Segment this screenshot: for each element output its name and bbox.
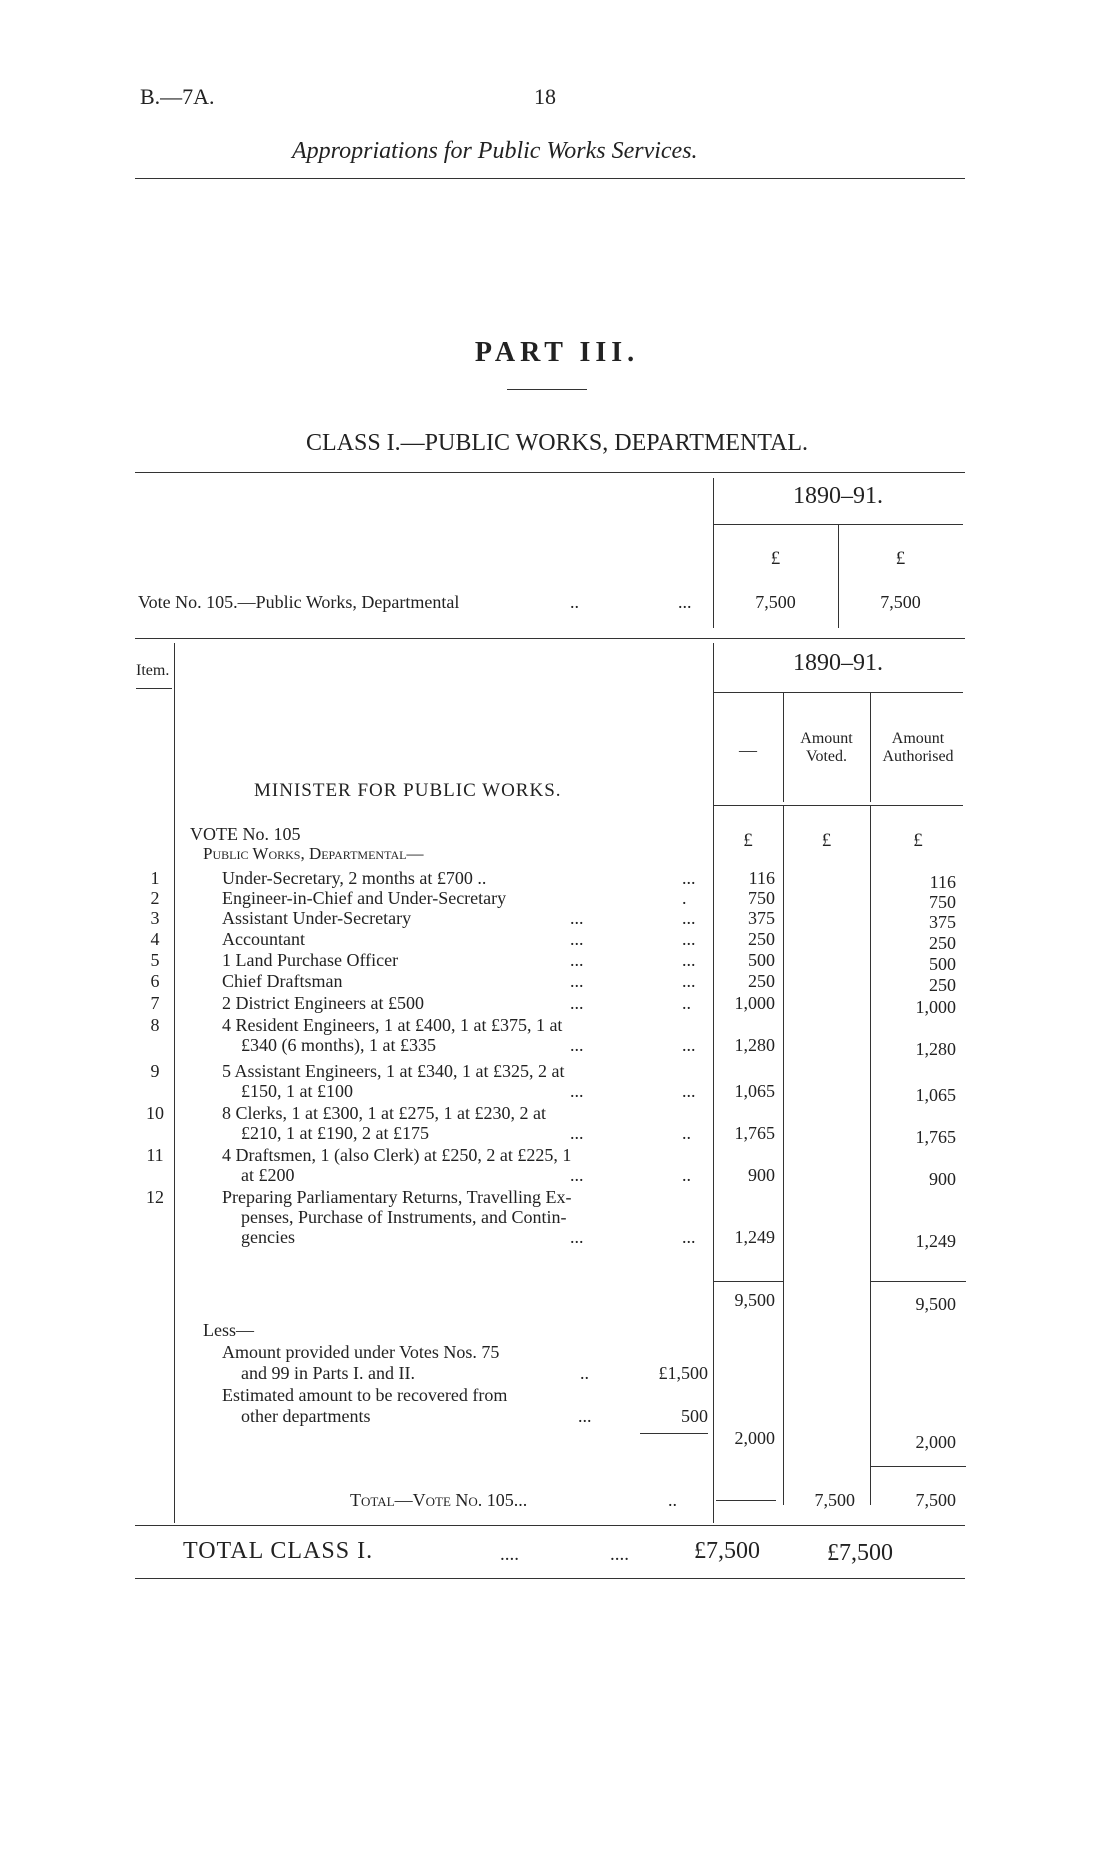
less-item-1-line-1: Amount provided under Votes Nos. 75: [222, 1342, 500, 1362]
currency-symbol-2: £: [821, 830, 832, 851]
part-heading: PART III.: [474, 337, 640, 368]
currency-symbol-3: £: [913, 830, 923, 851]
item-description-line: £210, 1 at £190, 2 at £175: [241, 1123, 429, 1143]
dot-leader: ...: [570, 1035, 584, 1055]
item-description-line: Assistant Under-Secretary: [222, 908, 412, 928]
part-rule: [507, 389, 587, 390]
dot-leader: ...: [570, 971, 584, 991]
item-column-divider: [174, 643, 175, 1523]
item-authorised: 750: [929, 892, 956, 912]
item-number: 8: [150, 1015, 160, 1035]
page-number: 18: [534, 84, 556, 109]
item-authorised: 900: [929, 1169, 956, 1189]
item-amount: 250: [748, 971, 775, 991]
column-dash-header: —: [739, 740, 757, 760]
vote-total-dots: ..: [668, 1490, 677, 1510]
less-rule: [640, 1433, 708, 1434]
dot-leader: ...: [682, 908, 696, 928]
dot-leader: ...: [682, 950, 696, 970]
total-auth-rule: [870, 1466, 966, 1467]
item-authorised: 500: [929, 954, 956, 974]
less-item-2-value: 500: [681, 1406, 708, 1426]
subtotal-auth-rule: [870, 1281, 966, 1282]
less-item-1-value: £1,500: [658, 1363, 708, 1383]
dot-leader: ...: [570, 908, 584, 928]
item-description-line: 2 District Engineers at £500: [222, 993, 424, 1013]
item-description-line: Preparing Parliamentary Returns, Travelling Ex-: [222, 1187, 572, 1207]
less-total: 2,000: [734, 1428, 775, 1448]
vote-total-label-text: Total—Vote No. 105...: [350, 1490, 528, 1510]
dot-leader: ...: [570, 993, 584, 1013]
item-authorised: 1,280: [915, 1039, 956, 1059]
less-item-1-dots: ..: [580, 1363, 589, 1383]
item-number: 2: [150, 888, 160, 908]
summary-currency-1: £: [770, 548, 781, 569]
item-description-line: 8 Clerks, 1 at £300, 1 at £275, 1 at £230, 2 at: [222, 1103, 546, 1123]
item-description-line: penses, Purchase of Instruments, and Contin-: [241, 1207, 567, 1227]
item-number: 5: [150, 950, 160, 970]
vote-total-dash-rule: [716, 1500, 776, 1501]
voted-column-divider: [783, 805, 784, 1505]
class-title: CLASS I.—PUBLIC WORKS, DEPARTMENTAL.: [305, 430, 809, 456]
less-item-1-line-2: and 99 in Parts I. and II.: [241, 1363, 415, 1383]
subtotal-rule: [713, 1281, 783, 1282]
summary-dots-1: ..: [570, 592, 579, 612]
item-header-rule: [136, 688, 172, 689]
detail-year-rule: [713, 692, 963, 693]
item-amount: 250: [748, 929, 775, 949]
item-amount: 750: [748, 888, 775, 908]
item-amount: 1,065: [734, 1081, 775, 1101]
item-number: 9: [150, 1061, 160, 1081]
subtotal-authorised: 9,500: [915, 1294, 956, 1314]
dot-leader: ...: [570, 929, 584, 949]
item-authorised: 250: [929, 933, 956, 953]
summary-value-2: 7,500: [880, 592, 921, 612]
item-authorised: 1,000: [915, 997, 956, 1017]
item-description-line: £150, 1 at £100: [241, 1081, 353, 1101]
summary-vote-label: Vote No. 105.—Public Works, Departmental: [138, 592, 460, 612]
header-rule: [135, 178, 965, 179]
less-total-authorised: 2,000: [915, 1432, 956, 1452]
item-amount: 375: [748, 908, 775, 928]
item-number: 12: [146, 1187, 164, 1207]
less-item-2-dots: ...: [578, 1406, 592, 1426]
less-label: Less—: [203, 1320, 254, 1340]
summary-top-rule: [135, 472, 965, 473]
dot-leader: ..: [682, 1165, 691, 1185]
item-amount: 1,249: [734, 1227, 775, 1247]
dot-leader: ..: [682, 993, 691, 1013]
vote-total-label: [350, 1490, 527, 1511]
item-description-line: Engineer-in-Chief and Under-Secretary: [222, 888, 507, 908]
item-number: 10: [146, 1103, 164, 1123]
item-authorised: 1,765: [915, 1127, 956, 1147]
item-amount: 1,280: [734, 1035, 775, 1055]
item-amount: 1,765: [734, 1123, 775, 1143]
dot-leader: ...: [570, 1081, 584, 1101]
item-description-line: 5 Assistant Engineers, 1 at £340, 1 at £325, 2 at: [222, 1061, 565, 1081]
dot-leader: ...: [682, 971, 696, 991]
item-amount: 116: [748, 868, 775, 888]
document-reference: B.—7A.: [140, 84, 215, 109]
item-description-line: 4 Resident Engineers, 1 at £400, 1 at £375, 1 at: [222, 1015, 563, 1035]
section-title: MINISTER FOR PUBLIC WORKS.: [254, 780, 562, 801]
item-amount: 900: [748, 1165, 775, 1185]
item-description-line: Accountant: [222, 929, 305, 949]
less-item-2-line-1: Estimated amount to be recovered from: [222, 1385, 508, 1405]
item-authorised: 116: [929, 872, 956, 892]
dot-leader: ...: [570, 1227, 584, 1247]
item-number: 1: [150, 868, 160, 888]
vote-line: VOTE No. 105: [190, 824, 301, 844]
item-authorised: 375: [929, 912, 956, 932]
item-description-line: gencies: [241, 1227, 295, 1247]
amount-authorised-header: Amount Authorised: [882, 730, 954, 765]
summary-value-1: 7,500: [755, 592, 796, 612]
currency-symbol-1: £: [743, 830, 753, 851]
item-number: 7: [150, 993, 160, 1013]
column-header-rule: [713, 805, 963, 806]
item-number: 4: [150, 929, 160, 949]
dot-leader: .: [682, 888, 687, 908]
dot-leader: ...: [682, 1227, 696, 1247]
item-column-header: Item.: [136, 662, 170, 679]
dot-leader: ...: [570, 1165, 584, 1185]
amount-voted-header: Amount Voted.: [800, 730, 853, 765]
item-authorised: 250: [929, 975, 956, 995]
class-total-value-2: £7,500: [827, 1540, 893, 1566]
item-description-line: 1 Land Purchase Officer: [222, 950, 399, 970]
dot-leader: ..: [682, 1123, 691, 1143]
vote-total-authorised: 7,500: [915, 1490, 956, 1510]
summary-bottom-rule: [135, 638, 965, 639]
class-total-value-1: £7,500: [694, 1538, 760, 1564]
less-item-2-line-2: other departments: [241, 1406, 371, 1426]
summary-dots-2: ...: [678, 592, 692, 612]
class-total-top-rule: [135, 1525, 965, 1526]
item-description-line: Under-Secretary, 2 months at £700 ..: [222, 868, 487, 888]
sub-heading: Public Works, Departmental—: [203, 844, 424, 863]
item-description-line: £340 (6 months), 1 at £335: [241, 1035, 436, 1055]
subtotal-amount: 9,500: [734, 1290, 775, 1310]
class-total-dots-2: ....: [610, 1544, 629, 1565]
item-authorised: 1,249: [915, 1231, 956, 1251]
item-description-line: at £200: [241, 1165, 295, 1185]
vote-total-voted: 7,500: [814, 1490, 855, 1510]
dot-leader: ...: [682, 929, 696, 949]
item-amount: 500: [748, 950, 775, 970]
detail-year: 1890–91.: [793, 650, 883, 676]
class-total-dots-1: ....: [500, 1544, 519, 1565]
summary-year: 1890–91.: [793, 483, 883, 509]
summary-currency-2: £: [895, 548, 906, 569]
item-description-line: 4 Draftsmen, 1 (also Clerk) at £250, 2 at £225, 1: [222, 1145, 572, 1165]
class-total-bottom-rule: [135, 1578, 965, 1579]
item-number: 11: [146, 1145, 164, 1165]
class-total-label: TOTAL CLASS I.: [183, 1538, 374, 1564]
item-number: 3: [150, 908, 160, 928]
item-amount: 1,000: [734, 993, 775, 1013]
page-title: Appropriations for Public Works Services.: [292, 138, 698, 164]
item-description-line: Chief Draftsman: [222, 971, 343, 991]
item-number: 6: [150, 971, 160, 991]
dot-leader: ...: [682, 868, 696, 888]
dot-leader: ...: [570, 1123, 584, 1143]
dot-leader: ...: [682, 1081, 696, 1101]
dot-leader: ...: [570, 950, 584, 970]
item-authorised: 1,065: [915, 1085, 956, 1105]
dot-leader: ...: [682, 1035, 696, 1055]
